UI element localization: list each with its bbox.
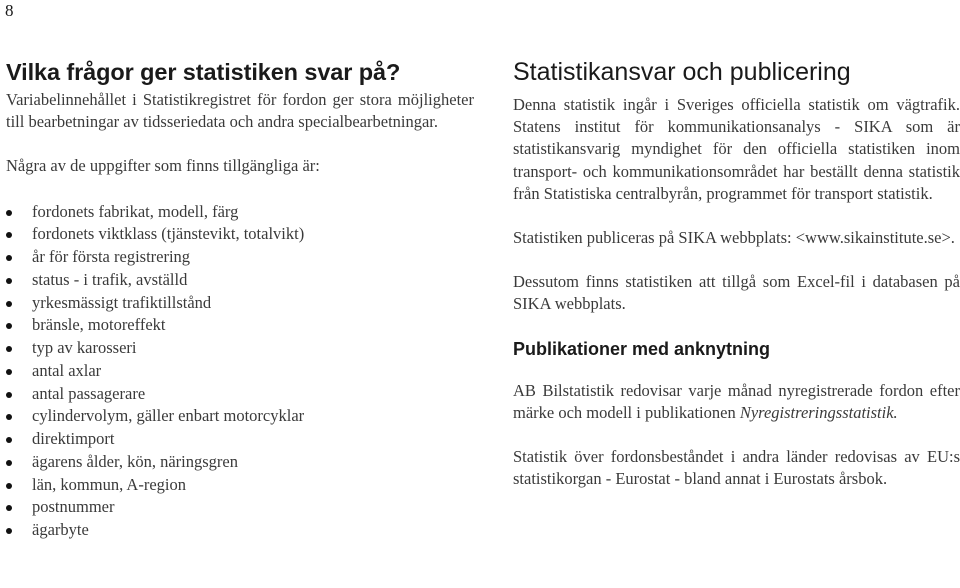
related-publication-paragraph [513,380,960,424]
list-item: län, kommun, A-region [6,474,474,497]
list-item: typ av karosseri [6,337,474,360]
list-item: fordonets viktklass (tjänstevikt, totalvikt) [6,223,474,246]
page-number: 8 [5,1,14,20]
list-item: år för första registrering [6,246,474,269]
left-heading: Vilka frågor ger statistiken svar på? [6,59,401,85]
list-lead-paragraph: Några av de uppgifter som finns tillgängliga är: [6,156,320,176]
list-item: cylindervolym, gäller enbart motorcyklar [6,405,474,428]
list-item: status - i trafik, avställd [6,269,474,292]
list-item: direktimport [6,428,474,451]
right-column [513,58,960,490]
variable-list [6,201,474,542]
list-item: fordonets fabrikat, modell, färg [6,201,474,224]
list-item: yrkesmässigt trafiktillstånd [6,292,474,315]
list-item: antal passagerare [6,383,474,406]
eurostat-paragraph: Statistik över fordonsbeståndet i andra länder redovisas av EU:s statistikorgan - Eurostat - bland annat i Eurostats årsbok. [513,447,960,489]
list-item: antal axlar [6,360,474,383]
list-item: bränsle, motoreffekt [6,314,474,337]
list-item: ägarbyte [6,519,474,542]
publication-title: Nyregistreringsstatistik. [739,402,898,422]
publication-text: AB Bilstatistik redovisar varje månad nyregistrerade fordon efter märke och modell i publikationen [513,380,960,422]
publications-subheading: Publikationer med anknytning [513,338,771,359]
list-item: ägarens ålder, kön, näringsgren [6,451,474,474]
responsibility-paragraph: Denna statistik ingår i Sveriges officiella statistik om vägtrafik. Statens institut för kommunikationsanalys - SIKA som är statistikansvarig myndighet för den officiella statistiken inom transport- och kommunikationsområdet har beställt denna statistik från Statistiska centralbyrån, programmet för transport statistik. [513,95,960,203]
intro-paragraph: Variabelinnehållet i Statistikregistret för fordon ger stora möjligheter till bearbetningar av tidsseriedata och andra specialbearbetningar. [6,90,474,132]
left-column [6,58,474,542]
publication-paragraph: Statistiken publiceras på SIKA webbplats: <www.sikainstitute.se>. [513,228,955,248]
database-paragraph: Dessutom finns statistiken att tillgå som Excel-fil i databasen på SIKA webbplats. [513,272,960,314]
right-heading: Statistikansvar och publicering [513,58,851,86]
list-item: postnummer [6,496,474,519]
